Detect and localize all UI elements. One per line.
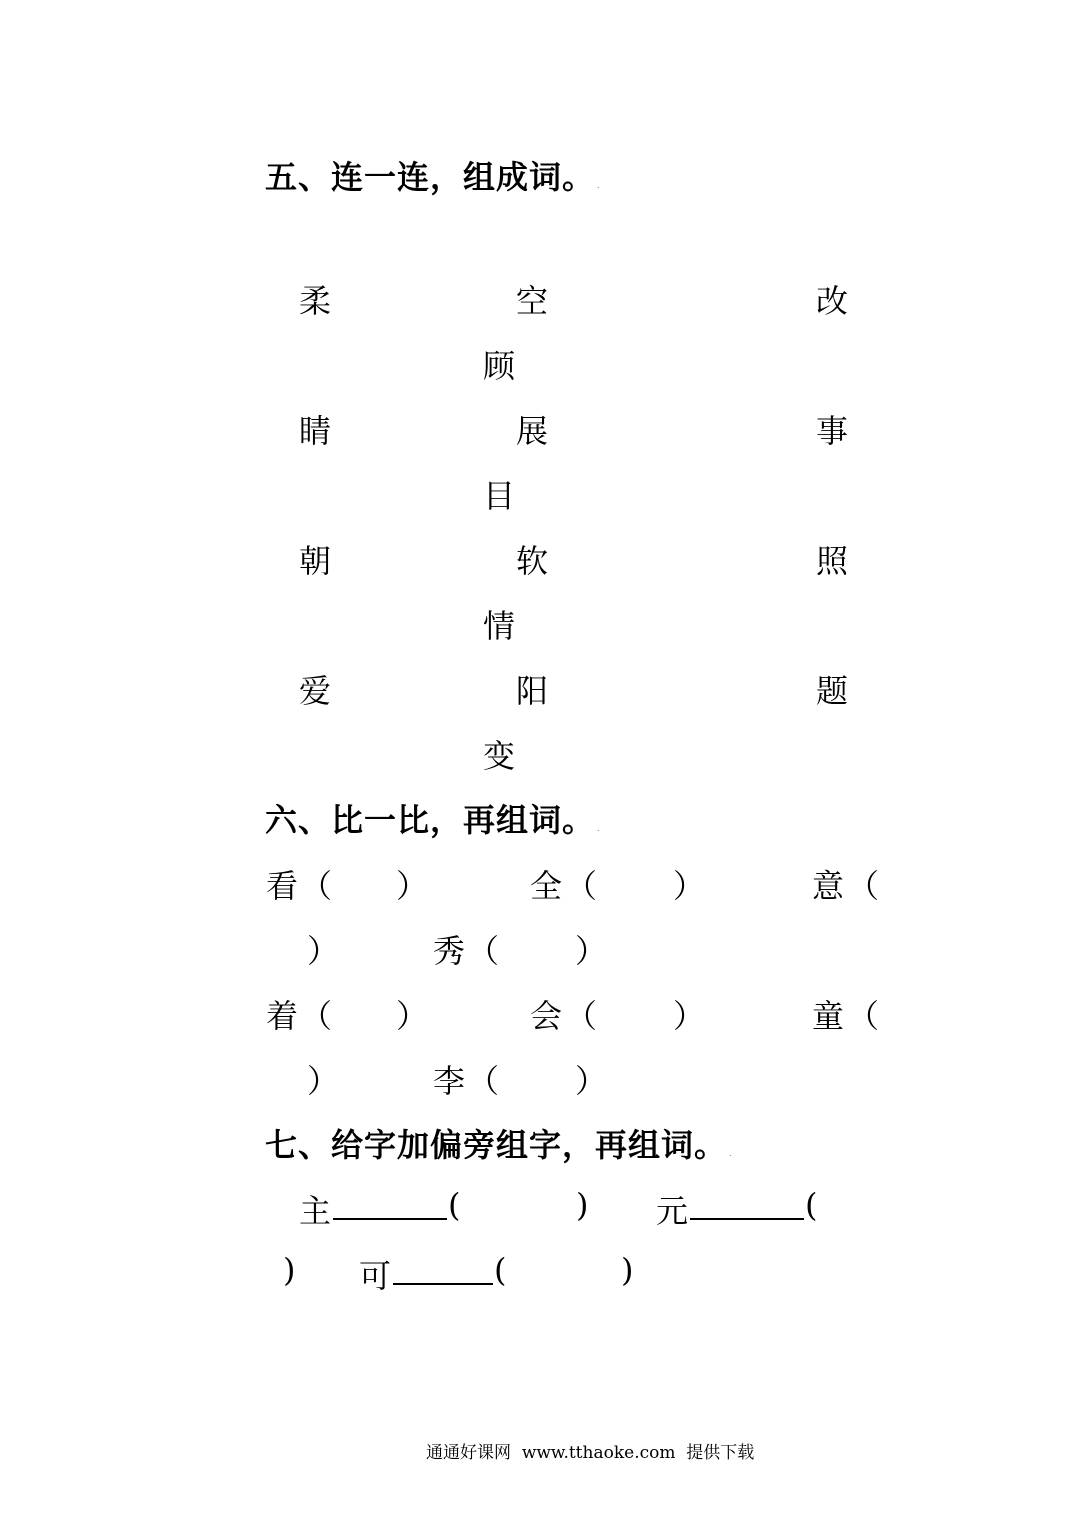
compare-paren-close-2: ） [673,867,706,905]
radical-paren-close-3: ) [621,1251,634,1289]
radical-blank-1[interactable] [333,1190,447,1220]
compare-char-6: 会 [530,997,563,1035]
radical-answer-2[interactable] [826,1186,866,1222]
radical-blank-3[interactable] [393,1255,493,1285]
match-char-6[interactable]: 展 [516,412,549,450]
match-char-7[interactable]: 事 [816,412,849,450]
section-5-title-text: 五、连一连，组成词。 [265,158,596,196]
compare-char-8: 李 [433,1062,466,1100]
compare-paren-open-7: （ [847,997,880,1035]
radical-char-2: 元 [656,1192,689,1230]
radical-paren-open-2: ( [805,1186,818,1224]
footer-site: 通通好课网 [426,1443,511,1463]
compare-char-1: 看 [266,867,299,905]
radical-answer-1[interactable] [470,1186,570,1222]
radical-paren-close-2: ) [283,1251,296,1289]
section-5-mark: . [597,181,601,190]
match-char-13[interactable]: 爱 [299,672,332,710]
compare-answer-1[interactable] [340,861,390,897]
radical-paren-open-1: ( [448,1186,461,1224]
compare-paren-open-3: （ [847,867,880,905]
compare-char-7: 童 [812,997,845,1035]
radical-paren-close-1: ) [576,1186,589,1224]
compare-char-5: 着 [266,997,299,1035]
compare-paren-open-8: （ [467,1062,500,1100]
match-char-15[interactable]: 题 [816,672,849,710]
section-7-title [265,1120,733,1166]
compare-paren-close-7: ） [307,1062,340,1100]
radical-paren-open-3: ( [494,1251,507,1289]
compare-paren-open-6: （ [565,997,598,1035]
section-6-title [265,795,601,841]
footer-url[interactable]: www.tthaoke.com [521,1443,676,1463]
match-char-14[interactable]: 阳 [516,672,549,710]
section-6-title-text: 六、比一比，再组词。 [265,801,596,839]
compare-paren-open-5: （ [300,997,333,1035]
compare-char-3: 意 [812,867,845,905]
compare-paren-open-1: （ [300,867,333,905]
footer [426,1438,754,1463]
compare-char-4: 秀 [433,932,466,970]
compare-answer-7[interactable] [265,1056,305,1092]
compare-paren-close-6: ） [673,997,706,1035]
compare-paren-close-8: ） [575,1062,608,1100]
match-char-2[interactable]: 空 [516,282,549,320]
compare-answer-5[interactable] [340,991,390,1027]
compare-answer-4[interactable] [507,926,567,962]
match-char-11[interactable]: 照 [816,542,849,580]
compare-paren-close-3: ） [307,932,340,970]
compare-paren-close-1: ） [396,867,429,905]
match-char-12[interactable]: 情 [483,607,516,645]
section-5-title [265,152,601,198]
radical-blank-2[interactable] [690,1190,804,1220]
section-7-mark: . [729,1149,733,1158]
section-6-mark: . [597,824,601,833]
section-7-title-text: 七、给字加偏旁组字，再组词。 [265,1126,728,1164]
match-char-9[interactable]: 朝 [299,542,332,580]
compare-paren-close-5: ） [396,997,429,1035]
match-char-1[interactable]: 柔 [299,282,332,320]
match-char-5[interactable]: 睛 [299,412,332,450]
compare-answer-8[interactable] [507,1056,567,1092]
radical-answer-3[interactable] [515,1251,615,1287]
compare-answer-2[interactable] [605,861,665,897]
match-char-8[interactable]: 目 [483,477,516,515]
radical-char-1: 主 [299,1192,332,1230]
compare-paren-close-4: ） [575,932,608,970]
footer-note: 提供下载 [686,1443,755,1463]
compare-paren-open-2: （ [565,867,598,905]
compare-answer-6[interactable] [605,991,665,1027]
compare-answer-3[interactable] [265,926,305,962]
match-char-4[interactable]: 顾 [483,347,516,385]
match-char-16[interactable]: 变 [483,737,516,775]
radical-char-3: 可 [359,1257,392,1295]
compare-char-2: 全 [530,867,563,905]
match-char-3[interactable]: 改 [816,282,849,320]
compare-paren-open-4: （ [467,932,500,970]
match-char-10[interactable]: 软 [516,542,549,580]
